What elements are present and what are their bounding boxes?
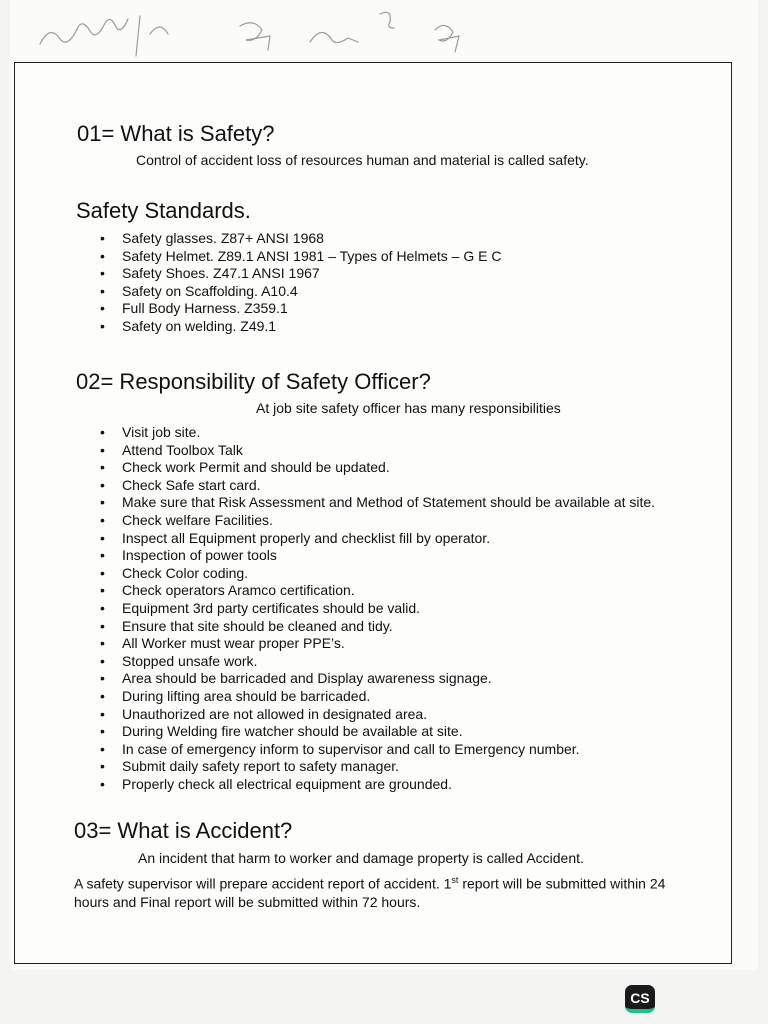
responsibilities-intro: At job site safety officer has many responsibilities — [256, 400, 561, 416]
list-item: • In case of emergency inform to supervisor and call to Emergency number. — [100, 741, 682, 759]
accident-report-paragraph — [74, 871, 684, 911]
list-item: • Unauthorized are not allowed in designated area. — [100, 706, 682, 724]
heading-what-is-safety: 01= What is Safety? — [77, 121, 275, 146]
list-item: • Make sure that Risk Assessment and Method of Statement should be available at site. — [100, 494, 682, 512]
heading-safety-standards: Safety Standards. — [76, 198, 251, 223]
camscanner-logo: CS — [625, 985, 655, 1013]
handwritten-initials — [30, 4, 530, 64]
list-item: • Check Safe start card. — [100, 477, 682, 495]
list-item: • Full Body Harness. Z359.1 — [100, 300, 501, 318]
ordinal-suffix: st — [451, 875, 459, 885]
report-text-end: report will be submitted within 24 hours and Final report will be submitted within 72 hours. — [74, 875, 666, 910]
list-item: • Safety Helmet. Z89.1 ANSI 1981 – Types of Helmets – G E C — [100, 248, 501, 266]
list-item: • Area should be barricaded and Display awareness signage. — [100, 670, 682, 688]
list-item: • Safety on Scaffolding. A10.4 — [100, 283, 501, 301]
list-item: • Visit job site. — [100, 424, 682, 442]
report-text-start: A safety supervisor will prepare accident report of accident. 1 — [74, 875, 452, 892]
list-item: • Attend Toolbox Talk — [100, 442, 682, 460]
list-item: • Safety glasses. Z87+ ANSI 1968 — [100, 230, 501, 248]
list-item: • Inspection of power tools — [100, 547, 682, 565]
list-item: • Ensure that site should be cleaned and tidy. — [100, 618, 682, 636]
heading-responsibility-safety-officer: 02= Responsibility of Safety Officer? — [76, 369, 431, 394]
responsibilities-list — [100, 424, 682, 793]
list-item: • Safety Shoes. Z47.1 ANSI 1967 — [100, 265, 501, 283]
list-item: • Check Color coding. — [100, 565, 682, 583]
list-item: • During lifting area should be barricaded. — [100, 688, 682, 706]
list-item: • During Welding fire watcher should be available at site. — [100, 723, 682, 741]
list-item: • Check operators Aramco certification. — [100, 582, 682, 600]
list-item: • Safety on welding. Z49.1 — [100, 318, 501, 336]
list-item: • All Worker must wear proper PPE’s. — [100, 635, 682, 653]
safety-definition: Control of accident loss of resources human and material is called safety. — [136, 152, 589, 168]
list-item: • Properly check all electrical equipment are grounded. — [100, 776, 682, 794]
list-item: • Submit daily safety report to safety manager. — [100, 758, 682, 776]
accident-definition: An incident that harm to worker and damage property is called Accident. — [138, 850, 584, 866]
list-item: • Check work Permit and should be updated. — [100, 459, 682, 477]
list-item: • Stopped unsafe work. — [100, 653, 682, 671]
heading-what-is-accident: 03= What is Accident? — [74, 818, 293, 843]
list-item: • Inspect all Equipment properly and checklist fill by operator. — [100, 530, 682, 548]
safety-standards-list — [100, 230, 501, 336]
list-item: • Check welfare Facilities. — [100, 512, 682, 530]
list-item: • Equipment 3rd party certificates should be valid. — [100, 600, 682, 618]
